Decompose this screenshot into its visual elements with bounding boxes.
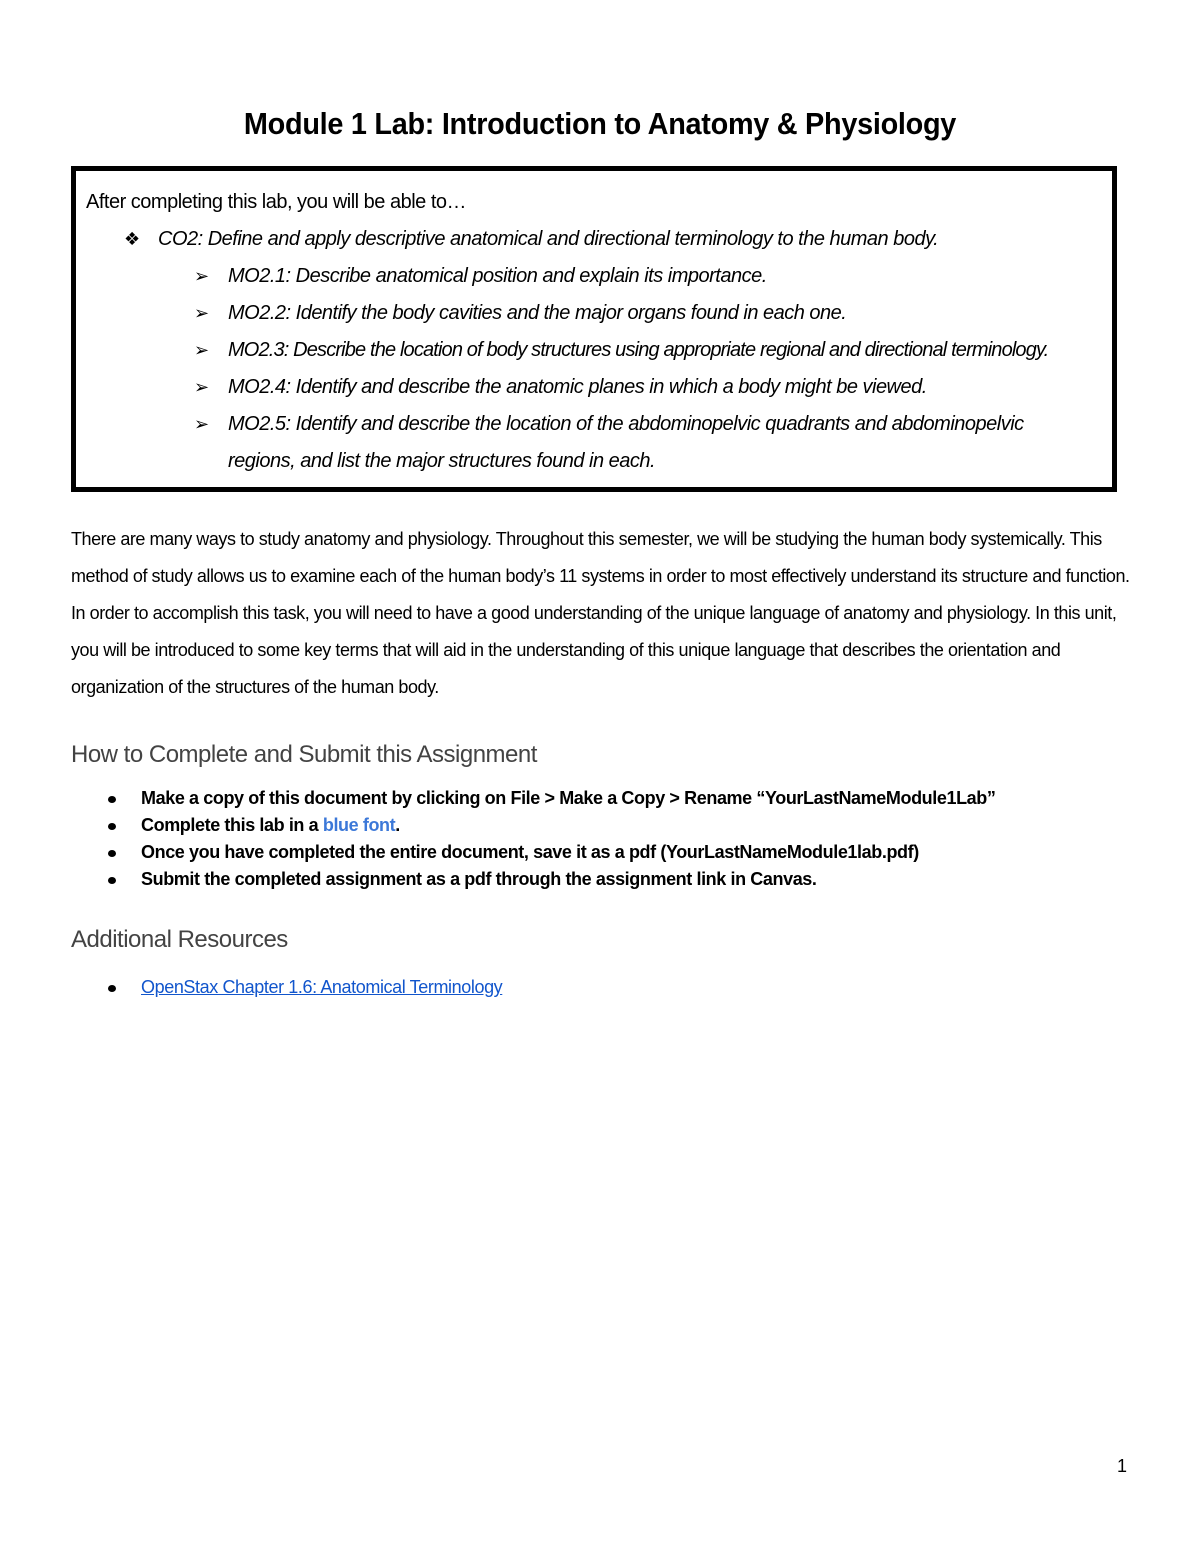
module-objective-text: MO2.1: Describe anatomical position and explain its importance. [228, 265, 767, 287]
blue-font-sample: blue font [322, 815, 396, 835]
resources-heading: Additional Resources [71, 926, 288, 953]
list-item [100, 785, 995, 812]
bullet-dot-icon [108, 985, 116, 992]
arrow-bullet-icon: ➢ [194, 340, 209, 360]
module-objective-text: MO2.2: Identify the body cavities and the major organs found in each one. [228, 302, 847, 324]
module-objective-text: MO2.4: Identify and describe the anatomic planes in which a body might be viewed. [228, 376, 927, 398]
list-item-text: Submit the completed assignment as a pdf through the assignment link in Canvas. [141, 869, 817, 889]
list-item-text: Once you have completed the entire document, save it as a pdf (YourLastNameModule1lab.pdf) [141, 842, 919, 862]
arrow-bullet-icon: ➢ [194, 414, 209, 434]
resources-list [100, 974, 502, 1001]
list-item [100, 974, 502, 1001]
module-objective-text: MO2.5: Identify and describe the location of the abdominopelvic quadrants and abdominopelvic [228, 413, 1024, 435]
list-item-text: . [395, 815, 400, 835]
list-item [100, 839, 995, 866]
course-objective-text: CO2: Define and apply descriptive anatomical and directional terminology to the human body. [158, 228, 939, 250]
openstax-link[interactable]: OpenStax Chapter 1.6: Anatomical Terminology [141, 977, 503, 997]
list-item-text: Complete this lab in a [141, 815, 323, 835]
bullet-dot-icon [108, 796, 116, 803]
howto-list [100, 785, 995, 893]
diamond-bullet-icon: ❖ [124, 229, 140, 249]
learning-objectives-box [71, 166, 1117, 492]
list-item [100, 866, 995, 893]
page-title: Module 1 Lab: Introduction to Anatomy & Physiology [243, 106, 957, 141]
bullet-dot-icon [108, 877, 116, 884]
objectives-intro: After completing this lab, you will be able to… [86, 191, 467, 213]
page-number: 1 [1117, 1456, 1128, 1476]
list-item [100, 812, 995, 839]
arrow-bullet-icon: ➢ [194, 377, 209, 397]
bullet-dot-icon [108, 823, 116, 830]
howto-heading: How to Complete and Submit this Assignment [71, 741, 537, 768]
list-item-text: Make a copy of this document by clicking on File > Make a Copy > Rename “YourLastNameModule1Lab” [141, 788, 996, 808]
arrow-bullet-icon: ➢ [194, 266, 209, 286]
module-objective-text-continued: regions, and list the major structures found in each. [228, 450, 656, 472]
intro-paragraph: There are many ways to study anatomy and physiology. Throughout this semester, we will be studying the human body systemically. This method of study allows us to examine each of the human body’s 11 systems in order to most effectively understand its structure and function. In order to accomplish this task, you will need to have a good understanding of the unique language of anatomy and physiology. In this unit, you will be introduced to some key terms that will aid in the understanding of this unique language that describes the orientation and organization of the structures of the human body. [71, 529, 1130, 697]
bullet-dot-icon [108, 850, 116, 857]
arrow-bullet-icon: ➢ [194, 303, 209, 323]
module-objective-text: MO2.3: Describe the location of body structures using appropriate regional and directional terminology. [228, 339, 1049, 361]
